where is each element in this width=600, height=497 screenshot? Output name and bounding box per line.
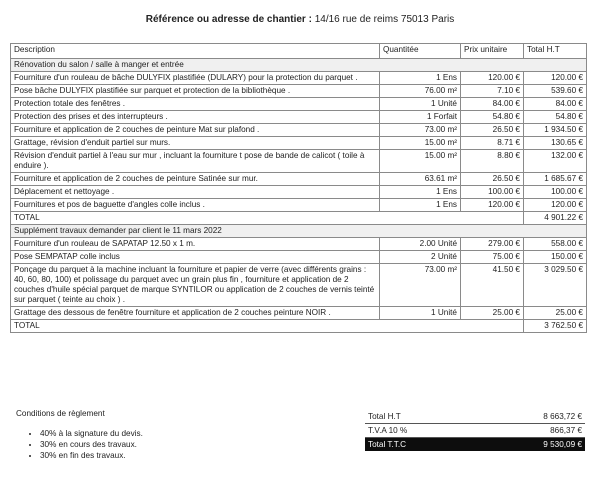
table-row	[11, 264, 587, 307]
summary-tva-row	[365, 424, 585, 438]
row-description: Révision d'enduit partiel à l'eau sur mur , incluant la fourniture t pose de bande de calicot ( toile à enduire ).	[11, 150, 380, 173]
row-quantity: 2.00 Unité	[380, 238, 461, 251]
col-header-description: Description	[11, 44, 380, 59]
site-reference-label: Référence ou adresse de chantier :	[145, 14, 312, 25]
row-unit-price: 25.00 €	[461, 307, 524, 320]
row-unit-price: 8.80 €	[461, 150, 524, 173]
row-description: Protection des prises et des interrupteurs .	[11, 111, 380, 124]
row-unit-price: 7.10 €	[461, 85, 524, 98]
row-total: 120.00 €	[524, 72, 587, 85]
row-total: 100.00 €	[524, 186, 587, 199]
table-row	[11, 72, 587, 85]
section-total-label: TOTAL	[11, 320, 524, 333]
row-description: Fourniture et application de 2 couches de peinture Satinée sur mur.	[11, 173, 380, 186]
row-total: 25.00 €	[524, 307, 587, 320]
site-address: 14/16 rue de reims 75013 Paris	[314, 14, 455, 25]
row-quantity: 1 Unité	[380, 307, 461, 320]
row-total: 1 685.67 €	[524, 173, 587, 186]
table-row	[11, 111, 587, 124]
row-total: 130.65 €	[524, 137, 587, 150]
section-total-label: TOTAL	[11, 212, 524, 225]
row-quantity: 1 Ens	[380, 186, 461, 199]
row-description: Grattage des dessous de fenêtre fourniture et application de 2 couches peinture NOIR .	[11, 307, 380, 320]
table-row	[11, 251, 587, 264]
row-quantity: 73.00 m²	[380, 124, 461, 137]
table-row	[11, 124, 587, 137]
row-quantity: 15.00 m²	[380, 137, 461, 150]
section-title-row	[11, 59, 587, 72]
row-quantity: 15.00 m²	[380, 150, 461, 173]
row-unit-price: 279.00 €	[461, 238, 524, 251]
payment-condition-item: • 30% en cours des travaux.	[40, 439, 143, 450]
row-total: 558.00 €	[524, 238, 587, 251]
quote-body	[11, 59, 587, 333]
table-row	[11, 238, 587, 251]
payment-condition-item: • 30% en fin des travaux.	[40, 450, 143, 461]
row-description: Grattage, révision d'enduit partiel sur murs.	[11, 137, 380, 150]
section-total-row	[11, 320, 587, 333]
row-description: Pose SEMPATAP colle inclus	[11, 251, 380, 264]
row-quantity: 73.00 m²	[380, 264, 461, 307]
row-unit-price: 26.50 €	[461, 173, 524, 186]
row-description: Protection totale des fenêtres .	[11, 98, 380, 111]
table-row	[11, 186, 587, 199]
row-total: 1 934.50 €	[524, 124, 587, 137]
row-total: 132.00 €	[524, 150, 587, 173]
row-total: 539.60 €	[524, 85, 587, 98]
payment-conditions-title: Conditions de règlement	[16, 409, 105, 418]
row-description: Pose bâche DULYFIX plastifiée sur parquet et protection de la bibliothèque .	[11, 85, 380, 98]
summary-ttc-value: 9 530,09 €	[476, 438, 585, 452]
row-total: 120.00 €	[524, 199, 587, 212]
summary-ht-value: 8 663,72 €	[476, 410, 585, 424]
row-quantity: 1 Ens	[380, 72, 461, 85]
row-unit-price: 84.00 €	[461, 98, 524, 111]
col-header-total: Total H.T	[524, 44, 587, 59]
row-unit-price: 100.00 €	[461, 186, 524, 199]
site-reference	[0, 14, 600, 25]
row-description: Déplacement et nettoyage .	[11, 186, 380, 199]
row-description: Fourniture d'un rouleau de SAPATAP 12.50 x 1 m.	[11, 238, 380, 251]
table-row	[11, 173, 587, 186]
quote-header-row	[11, 44, 587, 59]
payment-conditions-list	[28, 428, 143, 461]
row-total: 3 029.50 €	[524, 264, 587, 307]
totals-summary	[365, 410, 585, 451]
col-header-quantity: Quantitée	[380, 44, 461, 59]
row-total: 150.00 €	[524, 251, 587, 264]
row-description: Fourniture d'un rouleau de bâche DULYFIX plastifiée (DULARY) pour la protection du parquet .	[11, 72, 380, 85]
row-unit-price: 41.50 €	[461, 264, 524, 307]
row-unit-price: 120.00 €	[461, 199, 524, 212]
section-total-value: 3 762.50 €	[524, 320, 587, 333]
table-row	[11, 150, 587, 173]
summary-tva-value: 866,37 €	[476, 424, 585, 438]
table-row	[11, 307, 587, 320]
col-header-unit-price: Prix unitaire	[461, 44, 524, 59]
row-quantity: 1 Unité	[380, 98, 461, 111]
row-description: Fournitures et pos de baguette d'angles colle inclus .	[11, 199, 380, 212]
section-title-row	[11, 225, 587, 238]
section-title: Supplément travaux demander par client le 11 mars 2022	[11, 225, 587, 238]
row-quantity: 63.61 m²	[380, 173, 461, 186]
row-total: 54.80 €	[524, 111, 587, 124]
payment-condition-item: • 40% à la signature du devis.	[40, 428, 143, 439]
summary-tva-label: T.V.A 10 %	[365, 424, 476, 438]
row-description: Ponçage du parquet à la machine incluant la fourniture et papier de verre (avec différents grains : 40, 60, 80, 100) et polissage du parquet avec un grain plus fin , fourniture et application de 2 couches d'huile spécial parquet de marque SYNTILOR ou application de 2 couches de vernis teinté sur parquet ( teinte au choix ) .	[11, 264, 380, 307]
row-unit-price: 54.80 €	[461, 111, 524, 124]
row-quantity: 1 Forfait	[380, 111, 461, 124]
table-row	[11, 199, 587, 212]
summary-ht-label: Total H.T	[365, 410, 476, 424]
row-quantity: 1 Ens	[380, 199, 461, 212]
row-description: Fourniture et application de 2 couches de peinture Mat sur plafond .	[11, 124, 380, 137]
section-total-row	[11, 212, 587, 225]
table-row	[11, 137, 587, 150]
section-title: Rénovation du salon / salle à manger et entrée	[11, 59, 587, 72]
row-total: 84.00 €	[524, 98, 587, 111]
summary-ht-row	[365, 410, 585, 424]
row-quantity: 76.00 m²	[380, 85, 461, 98]
row-unit-price: 120.00 €	[461, 72, 524, 85]
row-unit-price: 8.71 €	[461, 137, 524, 150]
row-unit-price: 75.00 €	[461, 251, 524, 264]
section-total-value: 4 901.22 €	[524, 212, 587, 225]
quote-table	[10, 43, 587, 333]
summary-ttc-row	[365, 438, 585, 452]
table-row	[11, 98, 587, 111]
table-row	[11, 85, 587, 98]
row-quantity: 2 Unité	[380, 251, 461, 264]
summary-ttc-label: Total T.T.C	[365, 438, 476, 452]
row-unit-price: 26.50 €	[461, 124, 524, 137]
